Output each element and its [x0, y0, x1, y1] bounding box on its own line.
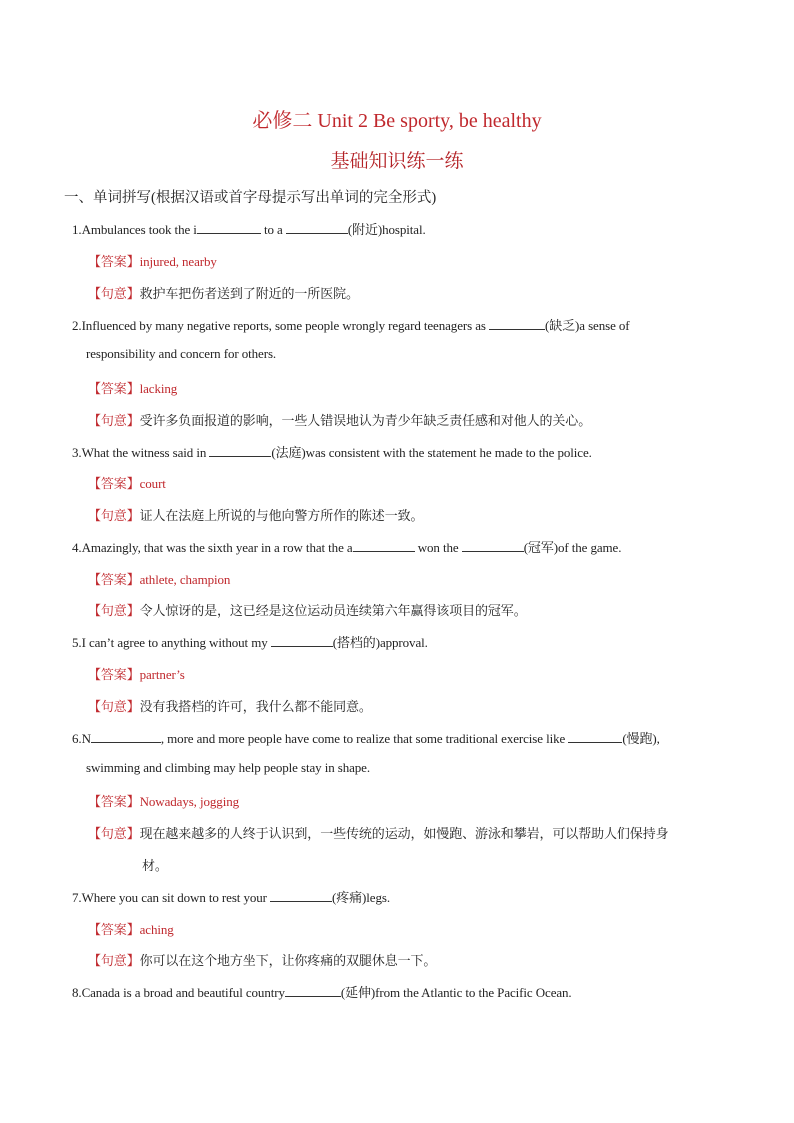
meaning-text: 你可以在这个地方坐下，让你疼痛的双腿休息一下。 — [139, 954, 437, 969]
question-6 — [72, 728, 660, 747]
question-3 — [72, 442, 592, 461]
question-number: 5. — [72, 635, 82, 650]
answer-line-7 — [88, 919, 174, 938]
meaning-label: 【句意】 — [88, 604, 140, 619]
question-2-continuation: responsibility and concern for others. — [86, 346, 277, 361]
question-number: 4. — [72, 540, 82, 555]
meaning-line-1 — [88, 283, 359, 302]
meaning-continuation: 材。 — [142, 859, 168, 874]
question-number: 6. — [72, 731, 82, 746]
question-4 — [72, 537, 621, 556]
answer-label: 【答案】 — [88, 255, 140, 270]
question-text: won the — [414, 540, 462, 555]
answer-line-4 — [88, 569, 230, 588]
meaning-text: 证人在法庭上所说的与他向警方所作的陈述一致。 — [139, 509, 424, 524]
meaning-line-5 — [88, 696, 372, 715]
answer-text: partner’s — [139, 667, 185, 682]
question-text: Where you can sit down to rest your — [81, 890, 271, 905]
meaning-label: 【句意】 — [88, 954, 140, 969]
answer-label: 【答案】 — [88, 477, 140, 492]
page-title: 必修二 Unit 2 Be sporty, be healthy — [252, 110, 542, 132]
answer-blank — [285, 985, 341, 997]
meaning-line-2 — [88, 410, 591, 429]
question-5 — [72, 632, 428, 651]
question-text: Ambulances took the i — [81, 222, 197, 237]
answer-line-5 — [88, 664, 185, 683]
meaning-text: 受许多负面报道的影响，一些人错误地认为青少年缺乏责任感和对他人的关心。 — [139, 414, 592, 429]
answer-blank — [568, 731, 622, 743]
answer-blank — [209, 445, 271, 457]
question-text: (搭档的)approval. — [332, 635, 428, 650]
question-text: Amazingly, that was the sixth year in a row that the a — [81, 540, 353, 555]
meaning-line-4 — [88, 600, 527, 619]
answer-line-1 — [88, 251, 217, 270]
answer-line-2 — [88, 378, 177, 397]
answer-blank — [489, 318, 545, 330]
meaning-label: 【句意】 — [88, 827, 140, 842]
question-1 — [72, 219, 426, 238]
answer-blank — [462, 540, 524, 552]
meaning-line-3 — [88, 505, 423, 524]
meaning-label: 【句意】 — [88, 414, 140, 429]
question-text: , more and more people have come to realize that some traditional exercise like — [160, 731, 569, 746]
question-text: (疼痛)legs. — [332, 890, 390, 905]
question-number: 7. — [72, 890, 82, 905]
meaning-label: 【句意】 — [88, 509, 140, 524]
meaning-label: 【句意】 — [88, 700, 140, 715]
answer-text: court — [139, 476, 166, 491]
answer-blank — [270, 890, 332, 902]
question-text: (附近)hospital. — [347, 222, 426, 237]
meaning-text: 现在越来越多的人终于认识到，一些传统的运动，如慢跑、游泳和攀岩，可以帮助人们保持身 — [139, 827, 669, 842]
question-text: I can’t agree to anything without my — [81, 635, 271, 650]
page-subtitle: 基础知识练一练 — [330, 151, 464, 172]
question-text: What the witness said in — [81, 445, 210, 460]
question-text: N — [81, 731, 91, 746]
question-7 — [72, 887, 390, 906]
answer-blank — [91, 731, 161, 743]
meaning-text: 没有我搭档的许可，我什么都不能同意。 — [139, 700, 372, 715]
answer-label: 【答案】 — [88, 668, 140, 683]
question-8 — [72, 982, 572, 1001]
answer-label: 【答案】 — [88, 573, 140, 588]
answer-blank — [271, 635, 333, 647]
answer-blank — [353, 540, 415, 552]
answer-label: 【答案】 — [88, 795, 140, 810]
question-6-continuation: swimming and climbing may help people stay in shape. — [86, 760, 370, 775]
question-text: (延伸)from the Atlantic to the Pacific Ocean. — [340, 985, 572, 1000]
question-text: Influenced by many negative reports, some people wrongly regard teenagers as — [81, 318, 489, 333]
meaning-line-7 — [88, 950, 436, 969]
question-number: 3. — [72, 445, 82, 460]
meaning-label: 【句意】 — [88, 287, 140, 302]
question-text: to a — [263, 222, 286, 237]
answer-blank — [197, 222, 261, 234]
question-number: 8. — [72, 985, 82, 1000]
question-text: (冠军)of the game. — [523, 540, 622, 555]
answer-blank — [286, 222, 348, 234]
answer-text: athlete, champion — [139, 572, 231, 587]
answer-text: injured, nearby — [139, 254, 217, 269]
answer-text: aching — [139, 922, 174, 937]
meaning-text: 令人惊讶的是，这已经是这位运动员连续第六年赢得该项目的冠军。 — [139, 604, 527, 619]
answer-label: 【答案】 — [88, 382, 140, 397]
answer-label: 【答案】 — [88, 923, 140, 938]
question-number: 1. — [72, 222, 82, 237]
question-text: Canada is a broad and beautiful country — [81, 985, 285, 1000]
meaning-line-6 — [88, 823, 669, 842]
section-heading: 一、单词拼写(根据汉语或首字母提示写出单词的完全形式) — [64, 190, 437, 206]
meaning-text: 救护车把伤者送到了附近的一所医院。 — [139, 287, 359, 302]
answer-line-6 — [88, 791, 239, 810]
answer-text: lacking — [139, 381, 178, 396]
question-text: (法庭)was consistent with the statement he made to the police. — [271, 445, 592, 460]
question-text: (缺乏)a sense of — [545, 318, 630, 333]
question-number: 2. — [72, 318, 82, 333]
answer-line-3 — [88, 473, 166, 492]
question-text: (慢跑), — [622, 731, 660, 746]
answer-text: Nowadays, jogging — [139, 794, 240, 809]
question-2 — [72, 315, 630, 334]
